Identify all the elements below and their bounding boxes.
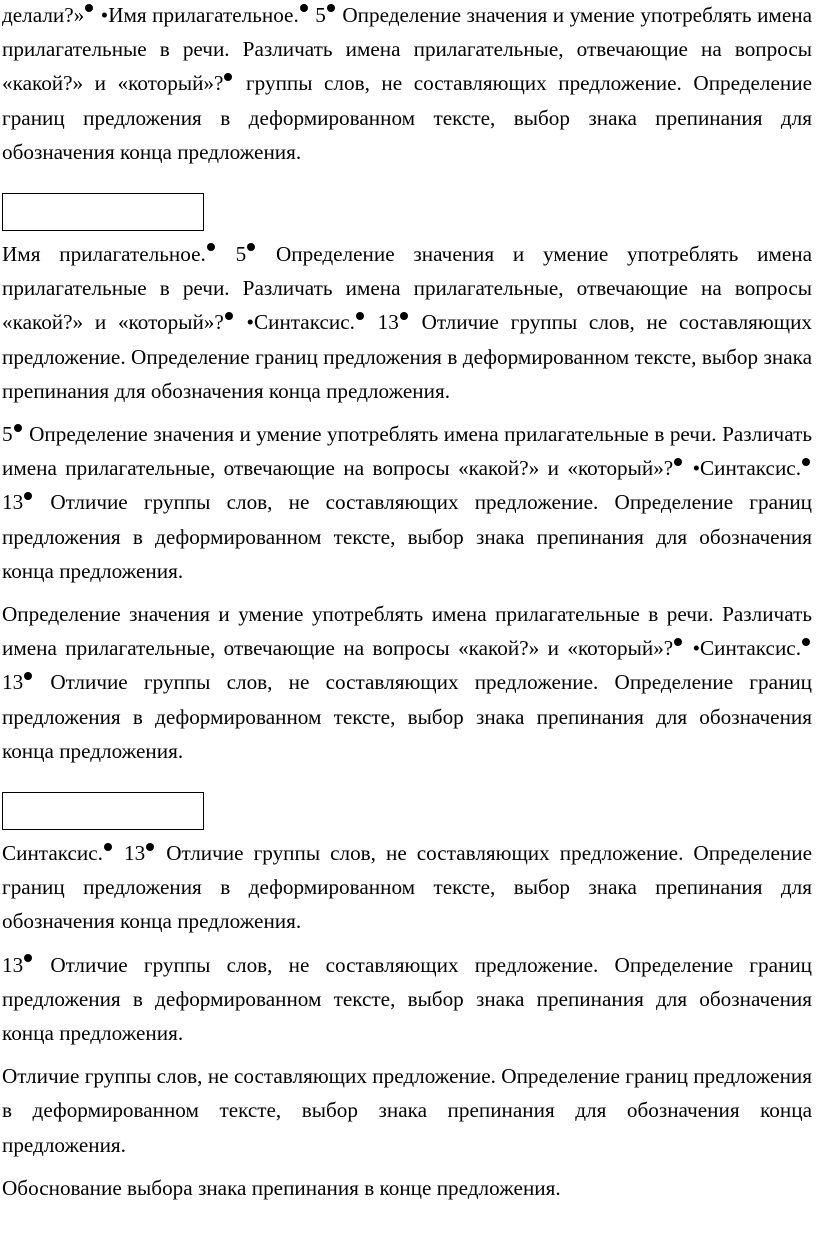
bullet-dot-icon xyxy=(146,843,154,851)
bullet-dot-icon xyxy=(104,843,112,851)
bullet-dot-icon xyxy=(224,73,232,81)
paragraph-text: Определение значения и умение употреблять имена прилагательные в речи. Различать имена прилагательные, отвечающие на вопросы «какой?» и «который»? xyxy=(2,602,812,661)
bullet-dot-icon xyxy=(674,638,682,646)
bullet-dot-icon xyxy=(327,4,335,12)
paragraph-text: делали?» xyxy=(2,3,85,27)
paragraph-text: Определение значения и умение употреблять имена прилагательные в речи. Различать имена прилагательные, отвечающие на вопросы «какой?» и «который»? xyxy=(2,3,812,96)
paragraph-text: Имя прилагательное. xyxy=(2,242,206,267)
paragraph xyxy=(2,0,812,169)
paragraph-text: Определение значения и умение употреблять имена прилагательные в речи. Различать имена прилагательные, отвечающие на вопросы «какой?» и «который»? xyxy=(2,422,812,481)
paragraph-text: 13 xyxy=(2,490,24,515)
paragraph xyxy=(2,237,812,408)
bullet-dot-icon xyxy=(674,458,682,466)
paragraph-text: 13 xyxy=(2,952,24,977)
bullet-dot-icon xyxy=(14,424,22,432)
paragraph-text: Отличие группы слов, не составляющих предложение. Определение границ предложения в деформированном тексте, выбор знака препинания для обозначения конца предложения. xyxy=(2,310,813,403)
paragraph xyxy=(2,1059,812,1162)
paragraph-text: Обоснование выбора знака препинания в конце предложения. xyxy=(2,1175,561,1200)
bullet-dot-icon xyxy=(207,243,215,251)
paragraph xyxy=(2,836,812,939)
paragraph xyxy=(2,597,812,768)
paragraph-text: Определение значения и умение употреблять имена прилагательные в речи. Различать имена прилагательные, отвечающие на вопросы «какой?» и «который»? xyxy=(2,242,812,335)
bullet-dot-icon xyxy=(24,672,32,680)
bullet-dot-icon xyxy=(356,312,364,320)
bullet-dot-icon xyxy=(247,243,255,251)
paragraph-text: 5 xyxy=(2,422,13,447)
paragraph xyxy=(2,417,812,588)
empty-frame xyxy=(2,193,204,231)
empty-frame xyxy=(2,792,204,830)
paragraph-text: •Синтаксис. xyxy=(234,310,355,335)
paragraph-text: 13 xyxy=(365,310,399,335)
bullet-dot-icon xyxy=(85,4,93,12)
paragraph xyxy=(2,948,812,1051)
paragraph-text: Отличие группы слов, не составляющих предложение. Определение границ предложения в деформированном тексте, выбор знака препинания для обозначения конца предложения. xyxy=(2,1064,812,1157)
document-page xyxy=(2,0,812,1214)
paragraph-text: 13 xyxy=(113,841,146,866)
paragraph-text: Отличие группы слов, не составляющих предложение. Определение границ предложения в деформированном тексте, выбор знака препинания для обозначения конца предложения. xyxy=(2,490,812,583)
paragraph-text: Отличие группы слов, не составляющих предложение. Определение границ предложения в деформированном тексте, выбор знака препинания для обозначения конца предложения. xyxy=(2,952,812,1046)
bullet-dot-icon xyxy=(225,312,233,320)
bullet-dot-icon xyxy=(802,638,810,646)
paragraph-text: 13 xyxy=(2,670,24,695)
bullet-dot-icon xyxy=(24,954,32,962)
paragraph-text: •Синтаксис. xyxy=(684,636,801,661)
bullet-dot-icon xyxy=(300,4,308,12)
paragraph-text: 5 xyxy=(309,3,326,27)
paragraph xyxy=(2,1171,812,1205)
paragraph-text: Синтаксис. xyxy=(2,841,103,866)
bullet-dot-icon xyxy=(802,458,810,466)
paragraph-text: Отличие группы слов, не составляющих предложение. Определение границ предложения в деформированном тексте, выбор знака препинания для обозначения конца предложения. xyxy=(2,670,812,763)
bullet-dot-icon xyxy=(24,492,32,500)
paragraph-text: группы слов, не составляющих предложение. Определение границ предложения в деформированном тексте, выбор знака препинания для обозначения конца предложения. xyxy=(2,71,812,164)
bullet-dot-icon xyxy=(400,312,408,320)
paragraph-text: •Имя прилагательное. xyxy=(95,3,299,27)
paragraph-text: •Синтаксис. xyxy=(684,456,801,481)
paragraph-text: Отличие группы слов, не составляющих предложение. Определение границ предложения в деформированном тексте, выбор знака препинания для обозначения конца предложения. xyxy=(2,841,813,934)
paragraph-text: 5 xyxy=(216,242,247,267)
